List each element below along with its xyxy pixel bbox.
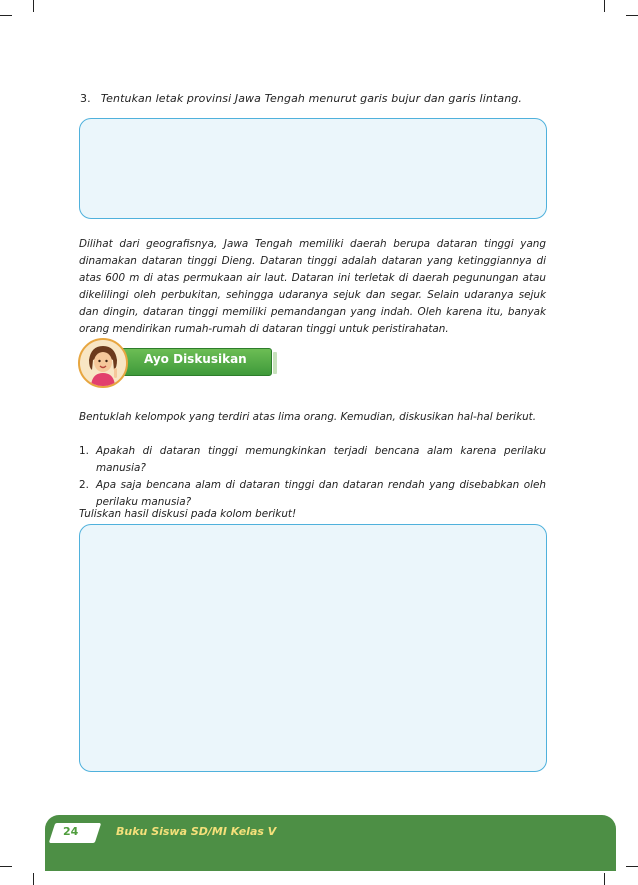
crop-mark [33, 873, 34, 885]
page-number: 24 [63, 825, 79, 838]
crop-mark [33, 0, 34, 12]
girl-avatar-icon [78, 338, 128, 388]
list-item-number: 1. [79, 445, 89, 457]
list-item-text: Apa saja bencana alam di dataran tinggi dan dataran rendah yang disebabkan oleh perilaku manusia? [96, 479, 546, 508]
crop-mark [0, 15, 12, 16]
list-item [79, 477, 546, 511]
crop-mark [604, 873, 605, 885]
body-paragraph: Dilihat dari geografisnya, Jawa Tengah memiliki daerah berupa dataran tinggi yang dinamakan dataran tinggi Dieng. Dataran tinggi adalah dataran yang ketinggiannya di atas 600 m di atas permukaan air laut. Dataran ini terletak di daerah pegunungan atau dikelilingi oleh perbukitan, sehingga udaranya sejuk dan segar. Selain udaranya sejuk dan dingin, dataran tinggi memiliki pemandangan yang indah. Oleh karena itu, banyak orang mendirikan rumah-rumah di dataran tinggi untuk peristirahatan. [79, 238, 546, 335]
crop-mark [626, 15, 638, 16]
question-text: Tentukan letak provinsi Jawa Tengah menurut garis bujur dan garis lintang. [100, 92, 522, 105]
list-item [79, 443, 546, 477]
discussion-list [79, 443, 546, 511]
discussion-intro: Bentuklah kelompok yang terdiri atas lima orang. Kemudian, diskusikan hal-hal berikut. [79, 411, 537, 423]
list-item-number: 2. [79, 479, 89, 491]
crop-mark [604, 0, 605, 12]
book-title: Buku Siswa SD/MI Kelas V [116, 825, 277, 838]
answer-box-question-3[interactable] [79, 118, 547, 219]
question-number: 3. [80, 92, 91, 105]
discussion-badge-label: Ayo Diskusikan [144, 352, 247, 366]
question-3 [80, 92, 522, 105]
crop-mark [0, 866, 12, 867]
footer-bar [45, 815, 616, 871]
answer-box-discussion[interactable] [79, 524, 547, 772]
discussion-badge [78, 338, 270, 382]
crop-mark [626, 866, 638, 867]
discussion-closing: Tuliskan hasil diskusi pada kolom berikut! [79, 508, 297, 520]
list-item-text: Apakah di dataran tinggi memungkinkan terjadi bencana alam karena perilaku manusia? [96, 445, 546, 474]
